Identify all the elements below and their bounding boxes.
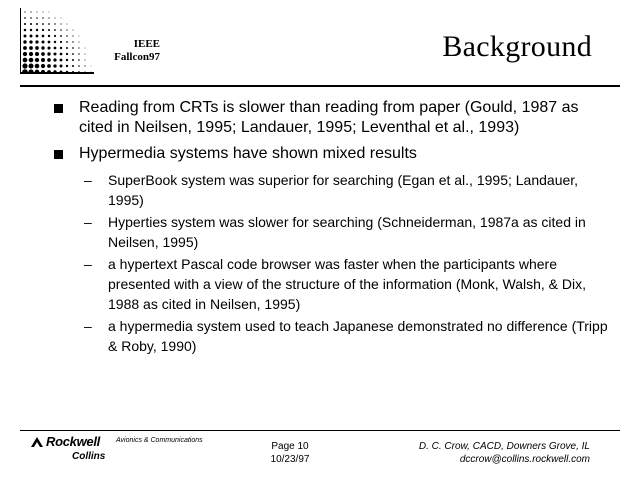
sub-bullet-text: Hyperties system was slower for searching (Schneiderman, 1987a as cited in Neilsen, 1995) — [108, 214, 586, 250]
square-bullet-icon — [54, 150, 63, 159]
dash-bullet-icon: – — [84, 214, 92, 230]
square-bullet-icon — [54, 104, 63, 113]
title-divider — [20, 85, 620, 87]
bullet-item — [54, 98, 614, 138]
slide-date: 10/23/97 — [270, 454, 310, 465]
company-subbrand: Collins — [72, 451, 106, 462]
author-name: D. C. Crow, CACD, Downers Grove, IL — [418, 441, 590, 452]
dot-grid-logo-icon — [20, 8, 94, 74]
sub-bullet-item — [84, 254, 614, 314]
company-logo — [30, 434, 220, 468]
bullet-text: Reading from CRTs is slower than reading from paper (Gould, 1987 as cited in Neilsen, 1995; Landauer, 1995; Leventhal et al., 1993) — [79, 99, 579, 136]
page-number: Page 10 — [271, 441, 309, 452]
page-info — [250, 440, 330, 466]
sub-bullet-text: a hypertext Pascal code browser was faster when the participants where presented with a view of the structure of the information (Monk, Walsh, & Dix, 1988 as cited in Neilsen, 1995) — [108, 256, 587, 312]
sub-bullet-item — [84, 316, 614, 356]
author-info — [419, 440, 590, 466]
bullet-text: Hypermedia systems have shown mixed results — [79, 145, 417, 162]
sub-bullet-text: SuperBook system was superior for searching (Egan et al., 1995; Landauer, 1995) — [108, 172, 579, 208]
conference-year: Fallcon97 — [114, 51, 160, 63]
sub-bullet-list — [84, 170, 614, 356]
author-email: dccrow@collins.rockwell.com — [459, 454, 590, 465]
dash-bullet-icon: – — [84, 318, 92, 334]
dash-bullet-icon: – — [84, 256, 92, 272]
company-division: Avionics & Communications — [116, 437, 203, 444]
dash-bullet-icon: – — [84, 172, 92, 188]
slide-body — [54, 98, 614, 358]
sub-bullet-text: a hypermedia system used to teach Japanese demonstrated no difference (Tripp & Roby, 1990) — [108, 318, 608, 354]
conference-label — [100, 38, 160, 64]
footer-divider — [20, 430, 620, 431]
slide-title: Background — [442, 30, 592, 63]
sub-bullet-item — [84, 170, 614, 210]
conference-name: IEEE — [133, 38, 160, 50]
bullet-item — [54, 144, 614, 164]
company-name: Rockwell — [46, 434, 100, 449]
rockwell-emblem-icon — [30, 436, 44, 448]
sub-bullet-item — [84, 212, 614, 252]
